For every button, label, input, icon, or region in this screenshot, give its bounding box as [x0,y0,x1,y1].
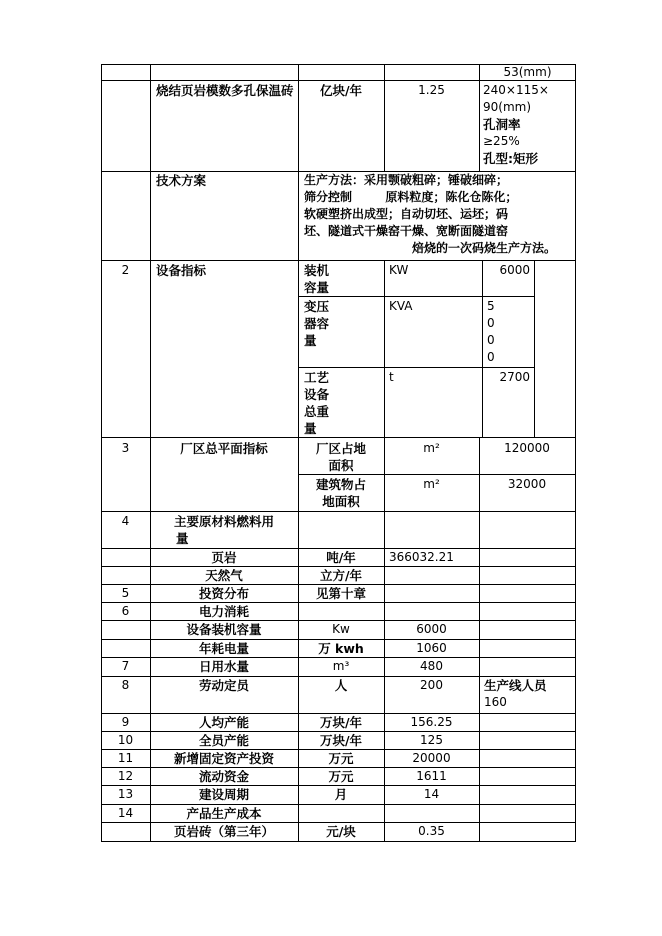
product-value: 1.25 [418,83,445,97]
label-line: 面积 [328,458,354,473]
shale-brick-cost-value: 0.35 [418,824,445,838]
staff-note [484,677,547,711]
equip-item-label [304,369,329,437]
site-item-unit: m² [423,441,440,455]
site-item-value: 120000 [504,441,550,455]
value-digit: 0 [487,316,495,330]
gas-label: 天然气 [205,568,243,583]
working-capital-value: 1611 [416,769,447,783]
label-line: 量 [176,531,189,546]
construction-period-unit: 月 [334,787,348,802]
shale-unit: 吨/年 [326,550,356,565]
row-line-4a [298,474,576,475]
per-capita-value: 156.25 [410,715,453,729]
fixed-assets-value: 20000 [412,751,451,765]
note-line: 160 [484,695,507,709]
row-line-5 [101,511,576,512]
water-unit: m³ [332,659,350,673]
shale-label: 页岩 [211,550,237,565]
label-line: 地面积 [322,494,360,509]
construction-period-value: 14 [423,787,440,801]
equip-sep-a [482,260,483,438]
label-line: 建筑物占 [315,477,366,492]
tech-plan-label: 技术方案 [156,173,207,188]
note-line: 生产线人员 [484,678,547,693]
row-no-2: 2 [121,263,130,277]
equipment-label: 设备指标 [156,263,207,278]
row-no-10: 10 [117,733,134,747]
installed-capacity-label: 设备装机容量 [186,622,262,637]
row-no-8: 8 [121,678,130,692]
tech-line: 焙烧的一次码烧生产方法。 [412,241,557,255]
spec-line: 240×115× [483,83,549,97]
fixed-assets-unit: 万元 [328,751,354,766]
shale-value: 366032.21 [389,550,454,564]
row-line-3 [101,260,576,261]
site-item-unit: m² [423,477,440,491]
spec-line: 孔洞率 [483,117,521,132]
label-line: 装机 [304,263,330,278]
row-no-5: 5 [121,586,130,600]
per-capita-label: 人均产能 [198,715,249,730]
value-digit: 0 [487,333,495,347]
row-no-11: 11 [117,751,134,765]
annual-power-value: 1060 [416,641,447,655]
construction-period-label: 建设周期 [198,787,249,802]
spec-line: 90(mm) [483,100,532,114]
site-item-label [298,440,384,474]
equip-item-value: 6000 [499,263,530,277]
working-capital-label: 流动资金 [198,769,249,784]
working-capital-unit: 万元 [328,769,354,784]
row-no-14: 14 [117,806,134,820]
site-item-label [298,476,384,510]
investment-ref: 见第十章 [315,586,366,601]
table-border-right [575,64,576,841]
installed-capacity-value: 6000 [416,622,447,636]
row-line-4 [101,437,576,438]
label-line: 变压 [304,299,330,314]
site-item-value: 32000 [507,477,547,491]
label-line: 器容 [304,316,330,331]
row-no-13: 13 [117,787,134,801]
label-line: 容量 [304,280,330,295]
label-line: 量 [304,333,317,348]
value-digit: 0 [487,350,495,364]
water-value: 480 [420,659,443,673]
row-line-3a [298,296,535,297]
spec-cell-top: 53(mm) [503,65,552,79]
tech-line: 生产方法：采用颚破粗碎；锤破细碎； [304,173,509,187]
equip-item-unit: KW [389,263,409,277]
gas-unit: 立方/年 [319,568,363,583]
label-line: 厂区占地 [315,441,366,456]
row-no-9: 9 [121,715,130,729]
tech-line: 筛分控制 原料粒度；陈化仓陈化； [304,190,518,204]
value-digit: 5 [487,299,495,313]
water-label: 日用水量 [198,659,249,674]
tech-line: 软硬塑挤出成型；自动切坯、运坯；码 [304,207,509,221]
power-label: 电力消耗 [198,604,249,619]
label-line: 总重 [304,404,330,419]
investment-label: 投资分布 [198,586,249,601]
spec-line: ≥25% [483,134,520,148]
equip-item-value [487,298,495,366]
shale-brick-cost-unit: 元/块 [326,824,356,839]
annual-power-unit: 万 kwh [318,641,364,656]
equip-item-label [304,298,329,349]
per-capita-unit: 万块/年 [319,715,363,730]
fixed-assets-label: 新增固定资产投资 [173,751,274,766]
annual-power-label: 年耗电量 [198,641,249,656]
row-no-12: 12 [117,769,134,783]
row-line-3b [298,367,535,368]
all-staff-value: 125 [420,733,443,747]
label-line: 设备 [304,387,330,402]
all-staff-unit: 万块/年 [319,733,363,748]
production-cost-label: 产品生产成本 [186,806,262,821]
all-staff-label: 全员产能 [198,733,249,748]
equip-item-label [304,262,329,296]
installed-capacity-unit: Kw [332,622,350,636]
label-line: 主要原材料燃料用 [173,514,274,529]
spec-line: 孔型:矩形 [483,151,538,166]
row-no-4: 4 [121,514,130,528]
staff-label: 劳动定员 [198,678,249,693]
row-line-21 [101,841,576,842]
equip-item-unit: t [389,370,394,384]
row-no-6: 6 [121,604,130,618]
label-line: 工艺 [304,370,330,385]
row-no-7: 7 [121,659,130,673]
label-line: 量 [304,421,317,436]
product-unit: 亿块/年 [319,83,363,98]
row-no-3: 3 [121,441,130,455]
staff-unit: 人 [334,678,348,693]
shale-brick-cost-label: 页岩砖（第三年） [173,824,274,839]
staff-value: 200 [420,678,443,692]
equip-item-unit: KVA [389,299,413,313]
equip-sep-b [534,260,535,438]
site-label: 厂区总平面指标 [180,441,268,456]
tech-plan-text [304,172,574,257]
tech-line: 坯、隧道式干燥窑干燥、宽断面隧道窑 [304,224,509,238]
materials-label [150,513,298,547]
product-spec [483,82,575,167]
equip-item-value: 2700 [499,370,530,384]
product-name: 烧结页岩模数多孔保温砖 [156,83,294,98]
